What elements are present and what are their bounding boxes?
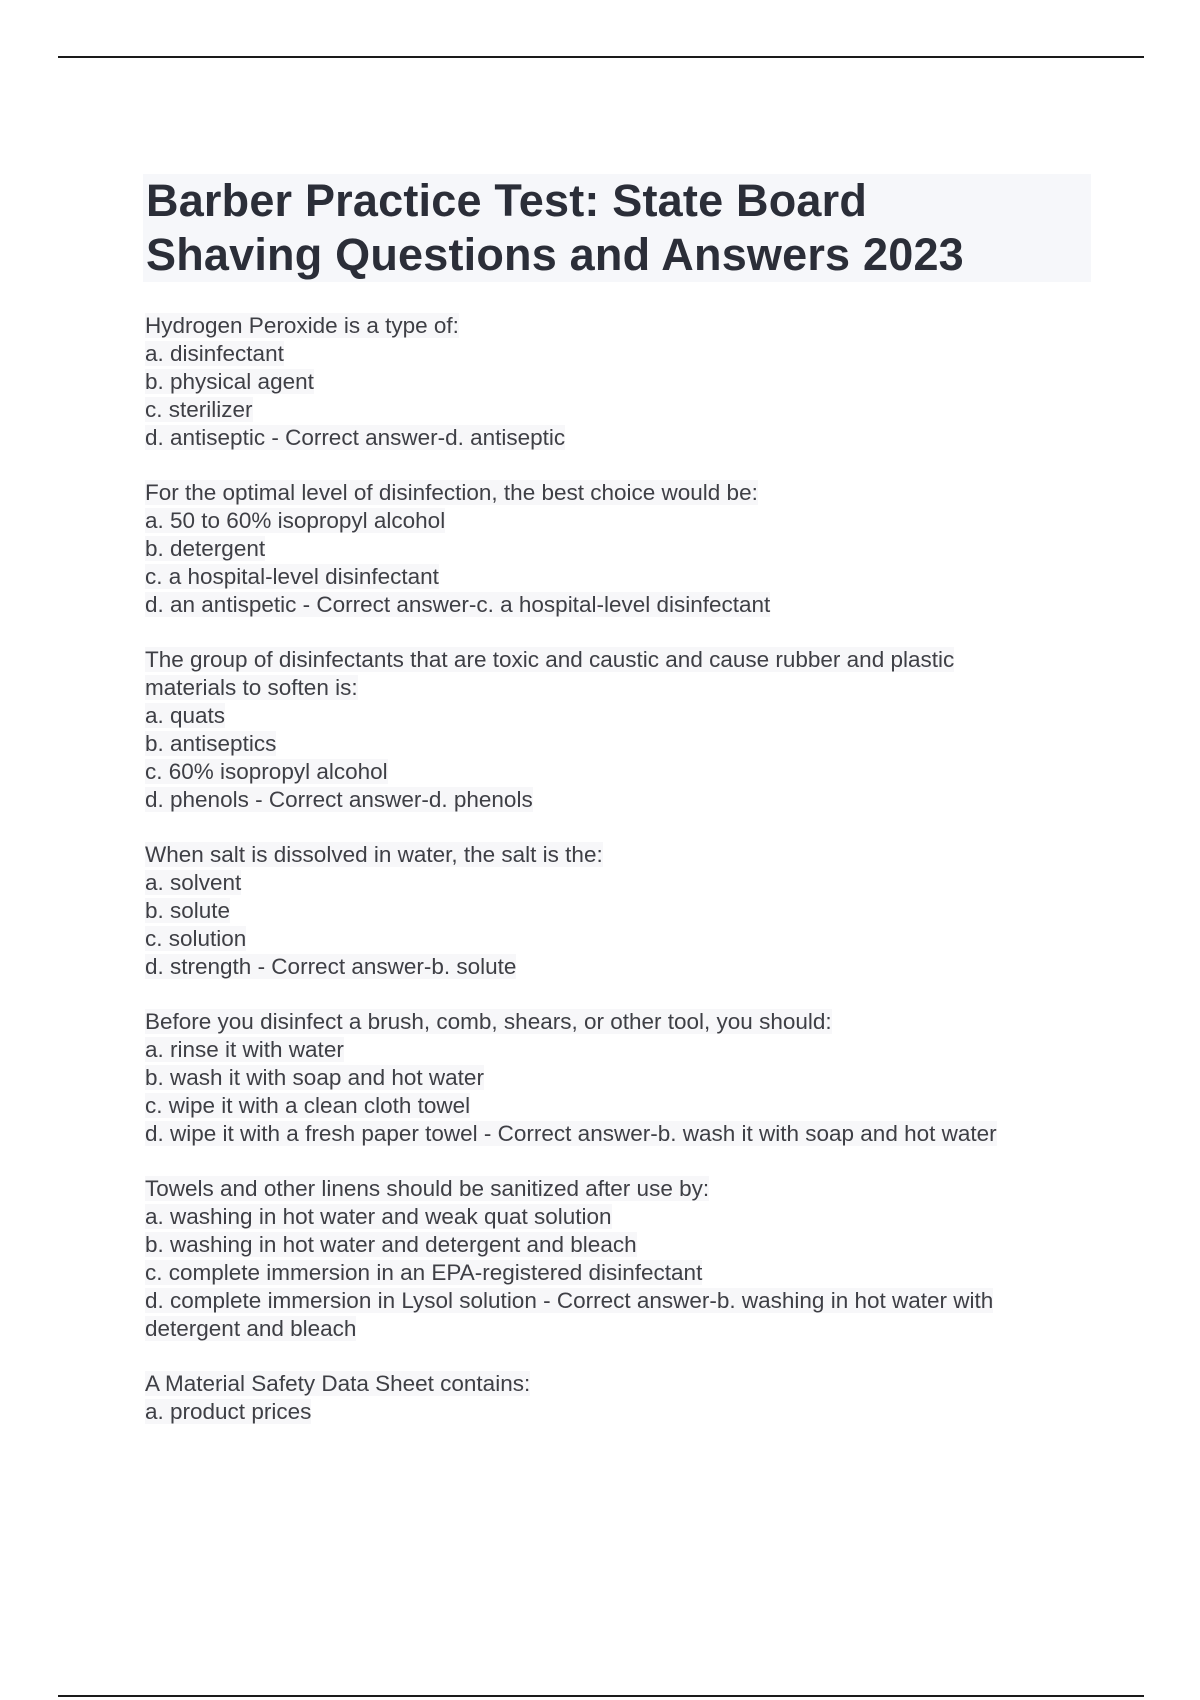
answer-option-with-correct-answer: d. phenols - Correct answer-d. phenols (145, 787, 533, 812)
answer-option: b. antiseptics (145, 731, 277, 756)
question-text: When salt is dissolved in water, the salt is the: (145, 842, 603, 867)
footer-rule (58, 1695, 1144, 1697)
question-text-continued: materials to soften is: (145, 675, 358, 700)
answer-option-with-correct-answer: d. complete immersion in Lysol solution - Correct answer-b. washing in hot water with (145, 1288, 994, 1313)
question-text: Towels and other linens should be sanitized after use by: (145, 1176, 710, 1201)
question-block (145, 479, 1090, 619)
answer-option-with-correct-answer: d. antiseptic - Correct answer-d. antiseptic (145, 425, 566, 450)
answer-option: a. washing in hot water and weak quat solution (145, 1204, 612, 1229)
question-text: Hydrogen Peroxide is a type of: (145, 313, 459, 338)
document-title (143, 174, 1091, 282)
answer-option: a. quats (145, 703, 226, 728)
answer-option-with-correct-answer: d. an antispetic - Correct answer-c. a hospital-level disinfectant (145, 592, 771, 617)
title-line-1: Barber Practice Test: State Board (146, 175, 868, 226)
answer-option: b. wash it with soap and hot water (145, 1065, 484, 1090)
answer-option: b. washing in hot water and detergent and bleach (145, 1232, 637, 1257)
answer-option: a. rinse it with water (145, 1037, 344, 1062)
answer-option: c. wipe it with a clean cloth towel (145, 1093, 471, 1118)
question-text: A Material Safety Data Sheet contains: (145, 1371, 531, 1396)
answer-option: a. 50 to 60% isopropyl alcohol (145, 508, 446, 533)
answer-option-with-correct-answer: d. strength - Correct answer-b. solute (145, 954, 517, 979)
question-block (145, 841, 1090, 981)
answer-option: c. solution (145, 926, 247, 951)
question-block (145, 646, 1090, 814)
answer-option: b. solute (145, 898, 231, 923)
question-block (145, 1175, 1090, 1343)
answer-option: c. 60% isopropyl alcohol (145, 759, 388, 784)
question-block (145, 1008, 1090, 1148)
question-text: The group of disinfectants that are toxic and caustic and cause rubber and plastic (145, 647, 955, 672)
header-rule (58, 56, 1144, 58)
answer-option: b. physical agent (145, 369, 314, 394)
answer-option: a. product prices (145, 1399, 312, 1424)
questions-list (145, 312, 1090, 1453)
question-block (145, 312, 1090, 452)
question-text: For the optimal level of disinfection, the best choice would be: (145, 480, 758, 505)
question-block (145, 1370, 1090, 1426)
title-line-2: Shaving Questions and Answers 2023 (146, 229, 964, 280)
answer-option: b. detergent (145, 536, 266, 561)
answer-option: c. sterilizer (145, 397, 253, 422)
answer-option: a. disinfectant (145, 341, 284, 366)
answer-option: c. complete immersion in an EPA-registered disinfectant (145, 1260, 703, 1285)
answer-option: c. a hospital-level disinfectant (145, 564, 439, 589)
correct-answer-continued: detergent and bleach (145, 1316, 357, 1341)
answer-option: a. solvent (145, 870, 242, 895)
answer-option-with-correct-answer: d. wipe it with a fresh paper towel - Correct answer-b. wash it with soap and hot water (145, 1121, 997, 1146)
question-text: Before you disinfect a brush, comb, shears, or other tool, you should: (145, 1009, 832, 1034)
